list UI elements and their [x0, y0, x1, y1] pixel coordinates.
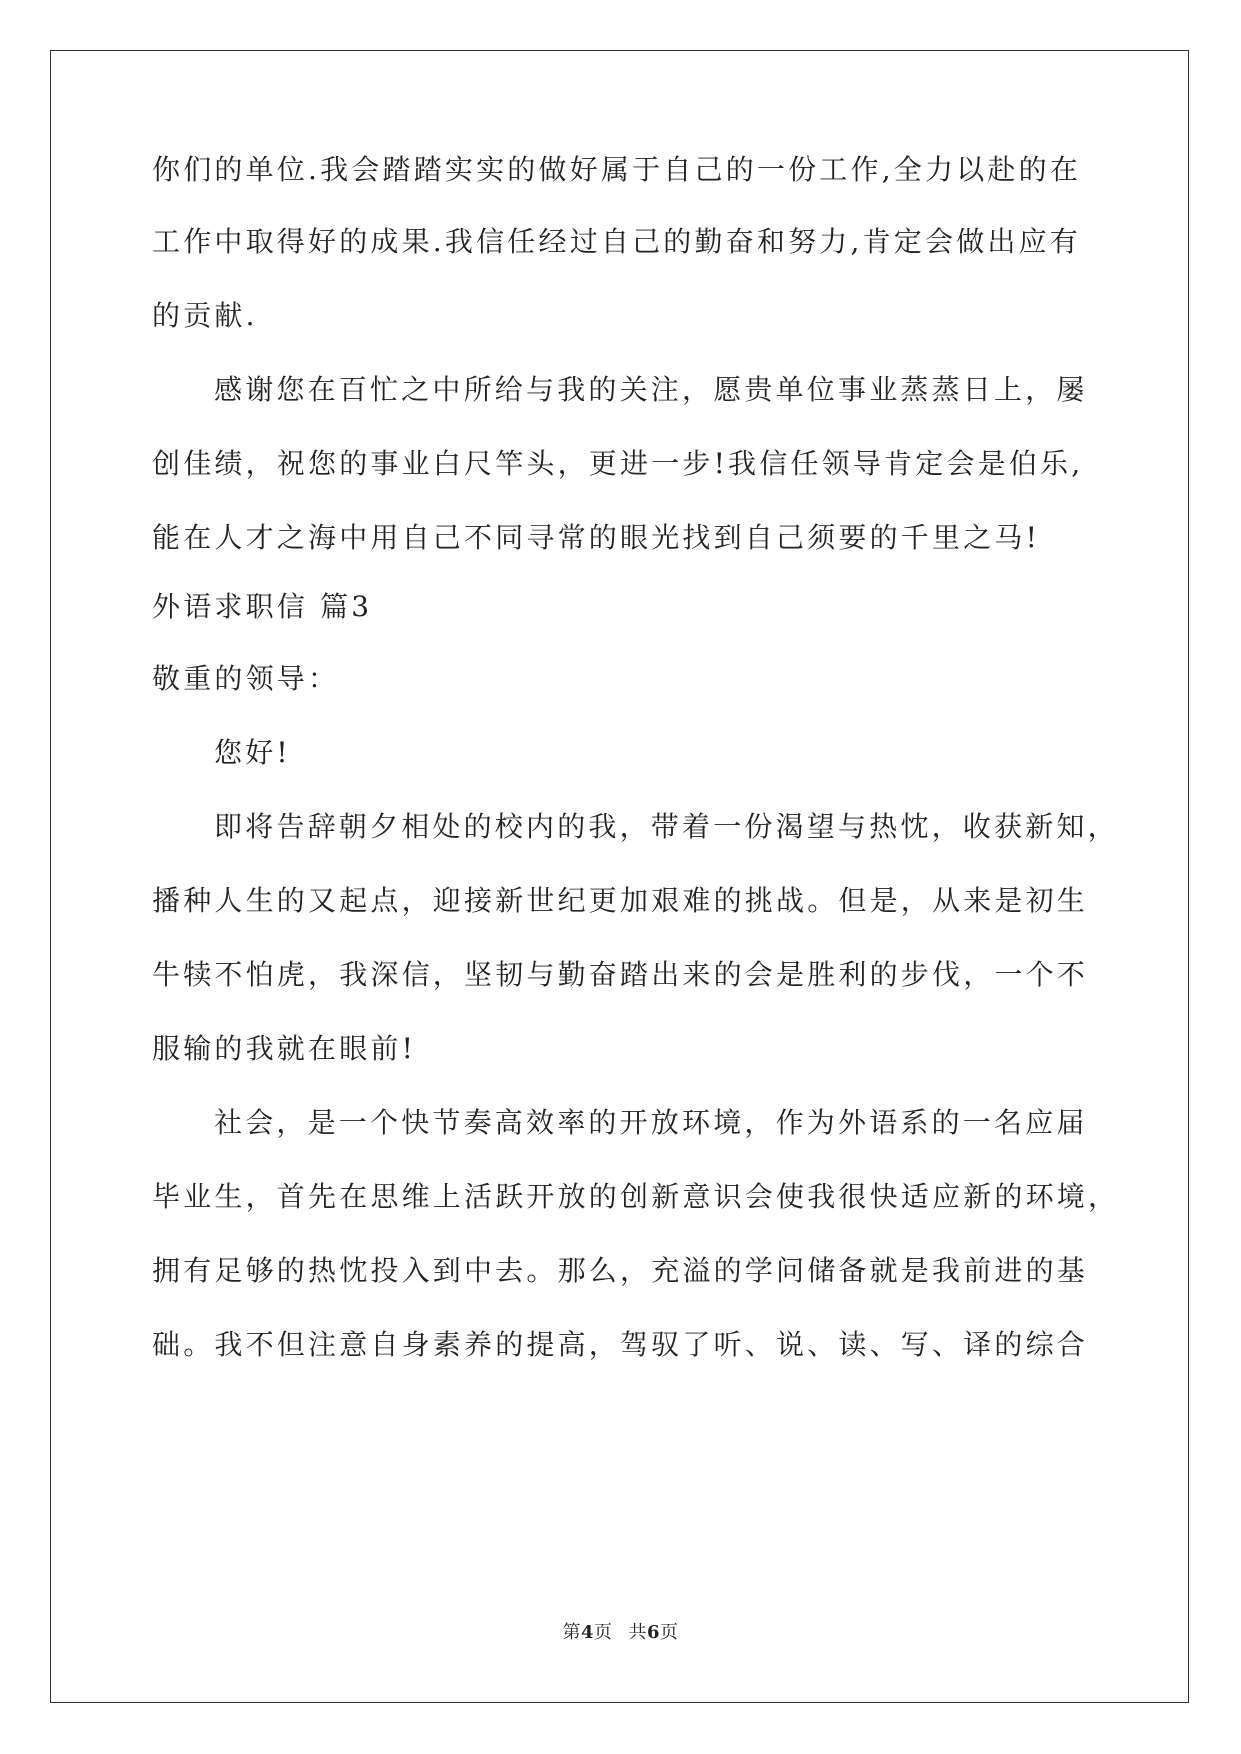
- body-line-15: 毕业生，首先在思维上活跃开放的创新意识会使我很快适应新的环境，: [152, 1180, 1120, 1213]
- footer-total-suffix: 页: [660, 1622, 679, 1643]
- body-line-12: 牛犊不怕虎，我深信，坚韧与勤奋踏出来的会是胜利的步伐，一个不: [152, 958, 1089, 991]
- body-line-6: 能在人才之海中用自己不同寻常的眼光找到自己须要的千里之马!: [152, 521, 1041, 554]
- body-line-16: 拥有足够的热忱投入到中去。那么，充溢的学问储备就是我前进的基: [152, 1254, 1089, 1287]
- page-border: [50, 50, 1189, 1703]
- body-line-14: 社会，是一个快节奏高效率的开放环境，作为外语系的一名应届: [214, 1106, 1088, 1139]
- section-heading: 外语求职信 篇3: [152, 590, 373, 623]
- body-line-13: 服输的我就在眼前!: [152, 1032, 417, 1065]
- body-line-2: 工作中取得好的成果.我信任经过自己的勤奋和努力,肯定会做出应有: [152, 225, 1082, 258]
- body-line-10: 即将告辞朝夕相处的校内的我，带着一份渴望与热忱，收获新知，: [214, 810, 1119, 843]
- footer-current-page: 4: [580, 1622, 594, 1643]
- body-line-3: 的贡献.: [152, 299, 258, 332]
- salutation: 敬重的领导：: [152, 662, 340, 695]
- body-line-4: 感谢您在百忙之中所给与我的关注，愿贵单位事业蒸蒸日上，屡: [214, 373, 1088, 406]
- footer-page-suffix: 页: [594, 1622, 613, 1643]
- page-footer: [0, 1618, 1241, 1644]
- greeting: 您好!: [214, 736, 291, 769]
- footer-total-prefix: 共: [628, 1622, 647, 1643]
- footer-prefix: 第: [562, 1622, 581, 1643]
- footer-total-pages: 6: [647, 1622, 661, 1643]
- body-line-1: 你们的单位.我会踏踏实实的做好属于自己的一份工作,全力以赴的在: [152, 153, 1082, 186]
- body-line-11: 播种人生的又起点，迎接新世纪更加艰难的挑战。但是，从来是初生: [152, 884, 1089, 917]
- body-line-5: 创佳绩，祝您的事业白尺竿头，更进一步!我信任领导肯定会是伯乐,: [152, 447, 1084, 480]
- body-line-17: 础。我不但注意自身素养的提高，驾驭了听、说、读、写、译的综合: [152, 1328, 1089, 1361]
